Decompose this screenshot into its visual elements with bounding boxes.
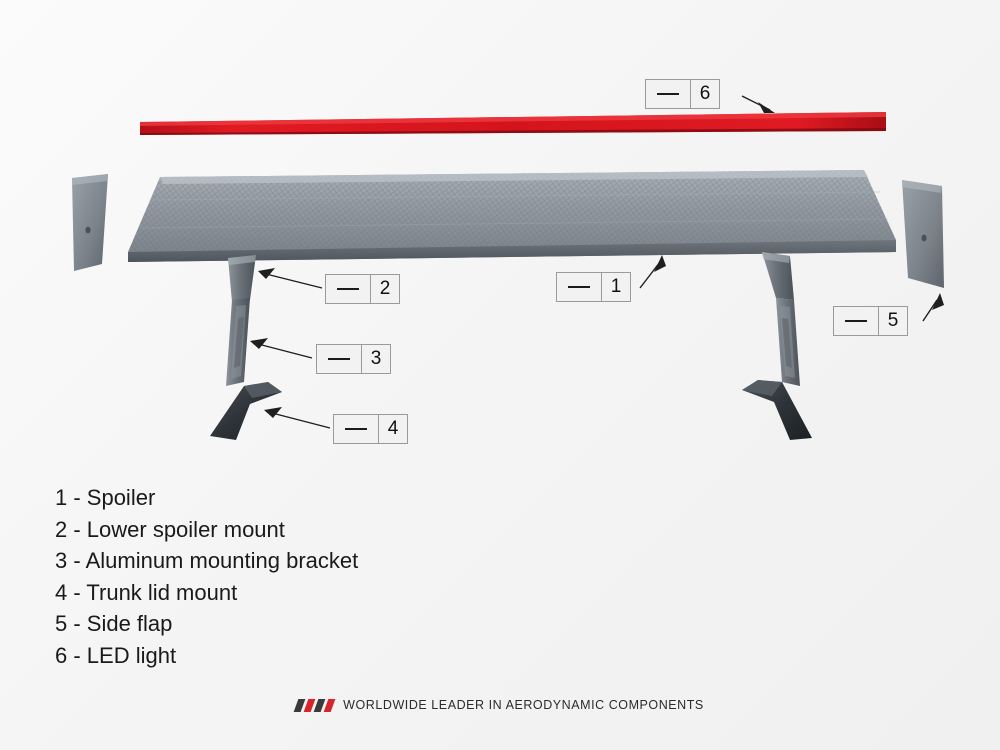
callout-dash-2	[326, 275, 371, 303]
callout-2	[325, 274, 400, 304]
callout-number-5: 5	[887, 310, 899, 331]
callout-3	[316, 344, 391, 374]
legend-item-3: 3 - Aluminum mounting bracket	[55, 548, 359, 573]
legend-item-6: 6 - LED light	[55, 642, 177, 668]
callout-6	[645, 79, 720, 109]
legend-item-1: 1 - Spoiler	[55, 485, 156, 510]
callout-4	[333, 414, 408, 444]
parts-legend	[55, 482, 358, 671]
part-side-flap-left	[72, 174, 108, 271]
callout-number-3: 3	[370, 348, 382, 369]
legend-item-4: 4 - Trunk lid mount	[55, 579, 238, 605]
part-mount-assembly-right	[742, 252, 812, 440]
callout-number-4: 4	[387, 418, 399, 439]
callout-dash-3	[317, 345, 362, 373]
callout-dash-1	[557, 273, 602, 301]
callout-1	[556, 272, 631, 302]
callout-number-1: 1	[610, 276, 622, 297]
callout-dash-5	[834, 307, 879, 335]
callout-number-6: 6	[699, 83, 711, 104]
brand-stripes-icon	[296, 699, 333, 712]
callout-number-2: 2	[379, 278, 391, 299]
part-side-flap-right	[902, 180, 944, 288]
footer-tagline: WORLDWIDE LEADER IN AERODYNAMIC COMPONENTS	[343, 698, 704, 712]
legend-item-2: 2 - Lower spoiler mount	[55, 516, 285, 542]
callout-dash-6	[646, 80, 691, 108]
callout-leader-lines	[258, 96, 937, 428]
part-spoiler-blade	[128, 170, 896, 262]
callout-dash-4	[334, 415, 379, 443]
legend-item-5: 5 - Side flap	[55, 611, 173, 636]
part-mount-assembly-left	[210, 255, 282, 440]
part-led-strip	[140, 112, 886, 135]
footer-banner	[0, 698, 1000, 712]
callout-5	[833, 306, 908, 336]
